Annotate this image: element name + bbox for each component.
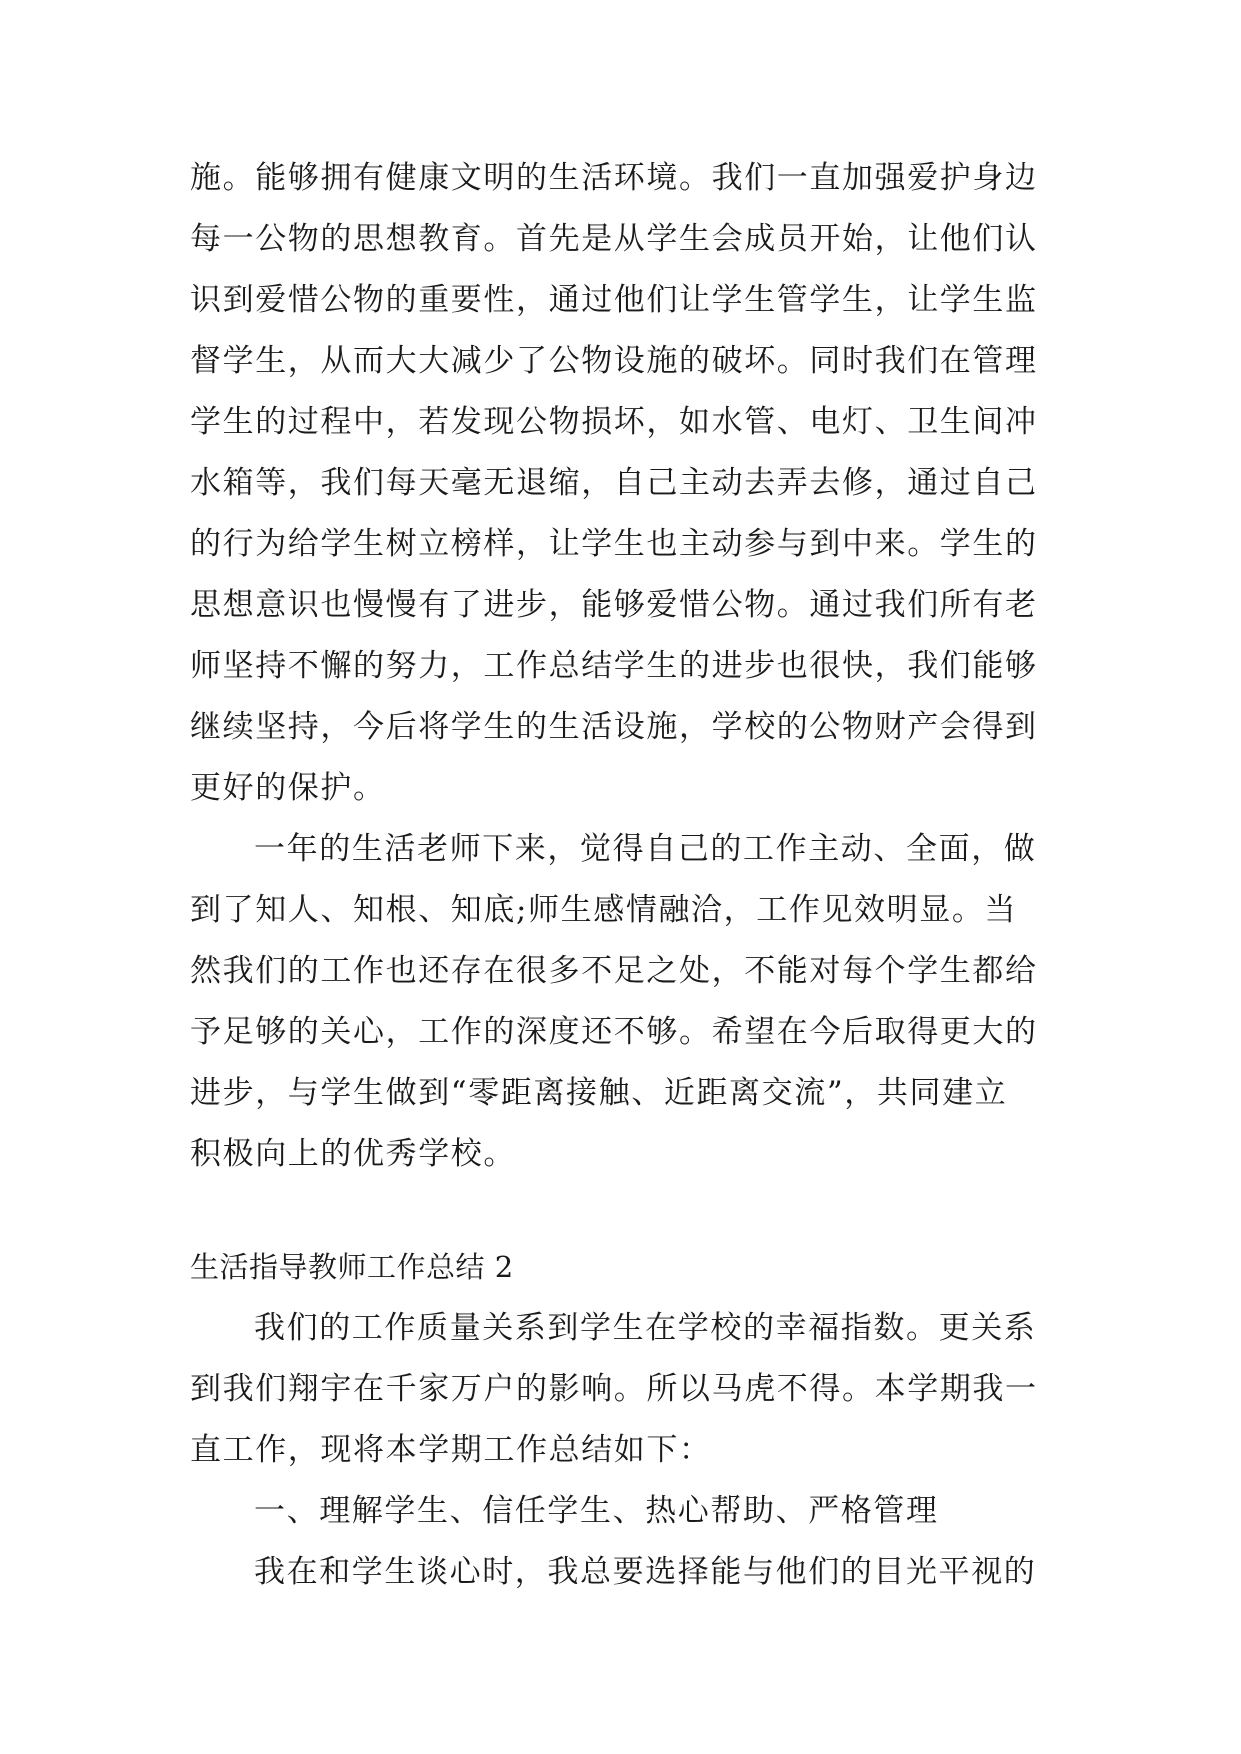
text-line: 督学生，从而大大减少了公物设施的破坏。同时我们在管理 [190,343,1038,379]
text-line: 积极向上的优秀学校。 [190,1136,516,1172]
text-line: 进步，与学生做到“零距离接触、近距离交流”，共同建立 [190,1075,1008,1111]
text-line: 更好的保护。 [190,770,386,806]
paragraph-intro [190,1298,1050,1481]
text-line: 我在和学生谈心时，我总要选择能与他们的目光平视的 [254,1554,1037,1590]
text-line: 到我们翔宇在千家万户的影响。所以马虎不得。本学期我一 [190,1371,1038,1407]
text-line: 学生的过程中，若发现公物损坏，如水管、电灯、卫生间冲 [190,404,1038,440]
paragraph-public-property [190,148,1050,819]
text-line: 识到爱惜公物的重要性，通过他们让学生管学生，让学生监 [190,282,1038,318]
section-title: 生活指导教师工作总结 2 [190,1250,514,1284]
document-body [190,148,1050,1603]
text-line: 师坚持不懈的努力，工作总结学生的进步也很快，我们能够 [190,648,1038,684]
text-line: 直工作，现将本学期工作总结如下： [190,1432,712,1468]
text-line: 我们的工作质量关系到学生在学校的幸福指数。更关系 [254,1310,1037,1346]
text-line: 到了知人、知根、知底;师生感情融洽，工作见效明显。当 [190,892,1018,928]
text-line: 施。能够拥有健康文明的生活环境。我们一直加强爱护身边 [190,160,1038,196]
paragraph-year-summary [190,819,1050,1185]
section-spacer [190,1185,1050,1237]
text-line: 水箱等，我们每天毫无退缩，自己主动去弄去修，通过自己 [190,465,1038,501]
text-line: 思想意识也慢慢有了进步，能够爱惜公物。通过我们所有老 [190,587,1038,623]
text-line: 一年的生活老师下来，觉得自己的工作主动、全面，做 [254,831,1037,867]
text-line: 的行为给学生树立榜样，让学生也主动参与到中来。学生的 [190,526,1038,562]
subheading: 一、理解学生、信任学生、热心帮助、严格管理 [254,1493,939,1529]
text-line: 然我们的工作也还存在很多不足之处，不能对每个学生都给 [190,953,1038,989]
text-line: 每一公物的思想教育。首先是从学生会成员开始，让他们认 [190,221,1038,257]
text-line: 予足够的关心，工作的深度还不够。希望在今后取得更大的 [190,1014,1038,1050]
paragraph-talk [190,1542,1050,1603]
text-line: 继续坚持，今后将学生的生活设施，学校的公物财产会得到 [190,709,1038,745]
